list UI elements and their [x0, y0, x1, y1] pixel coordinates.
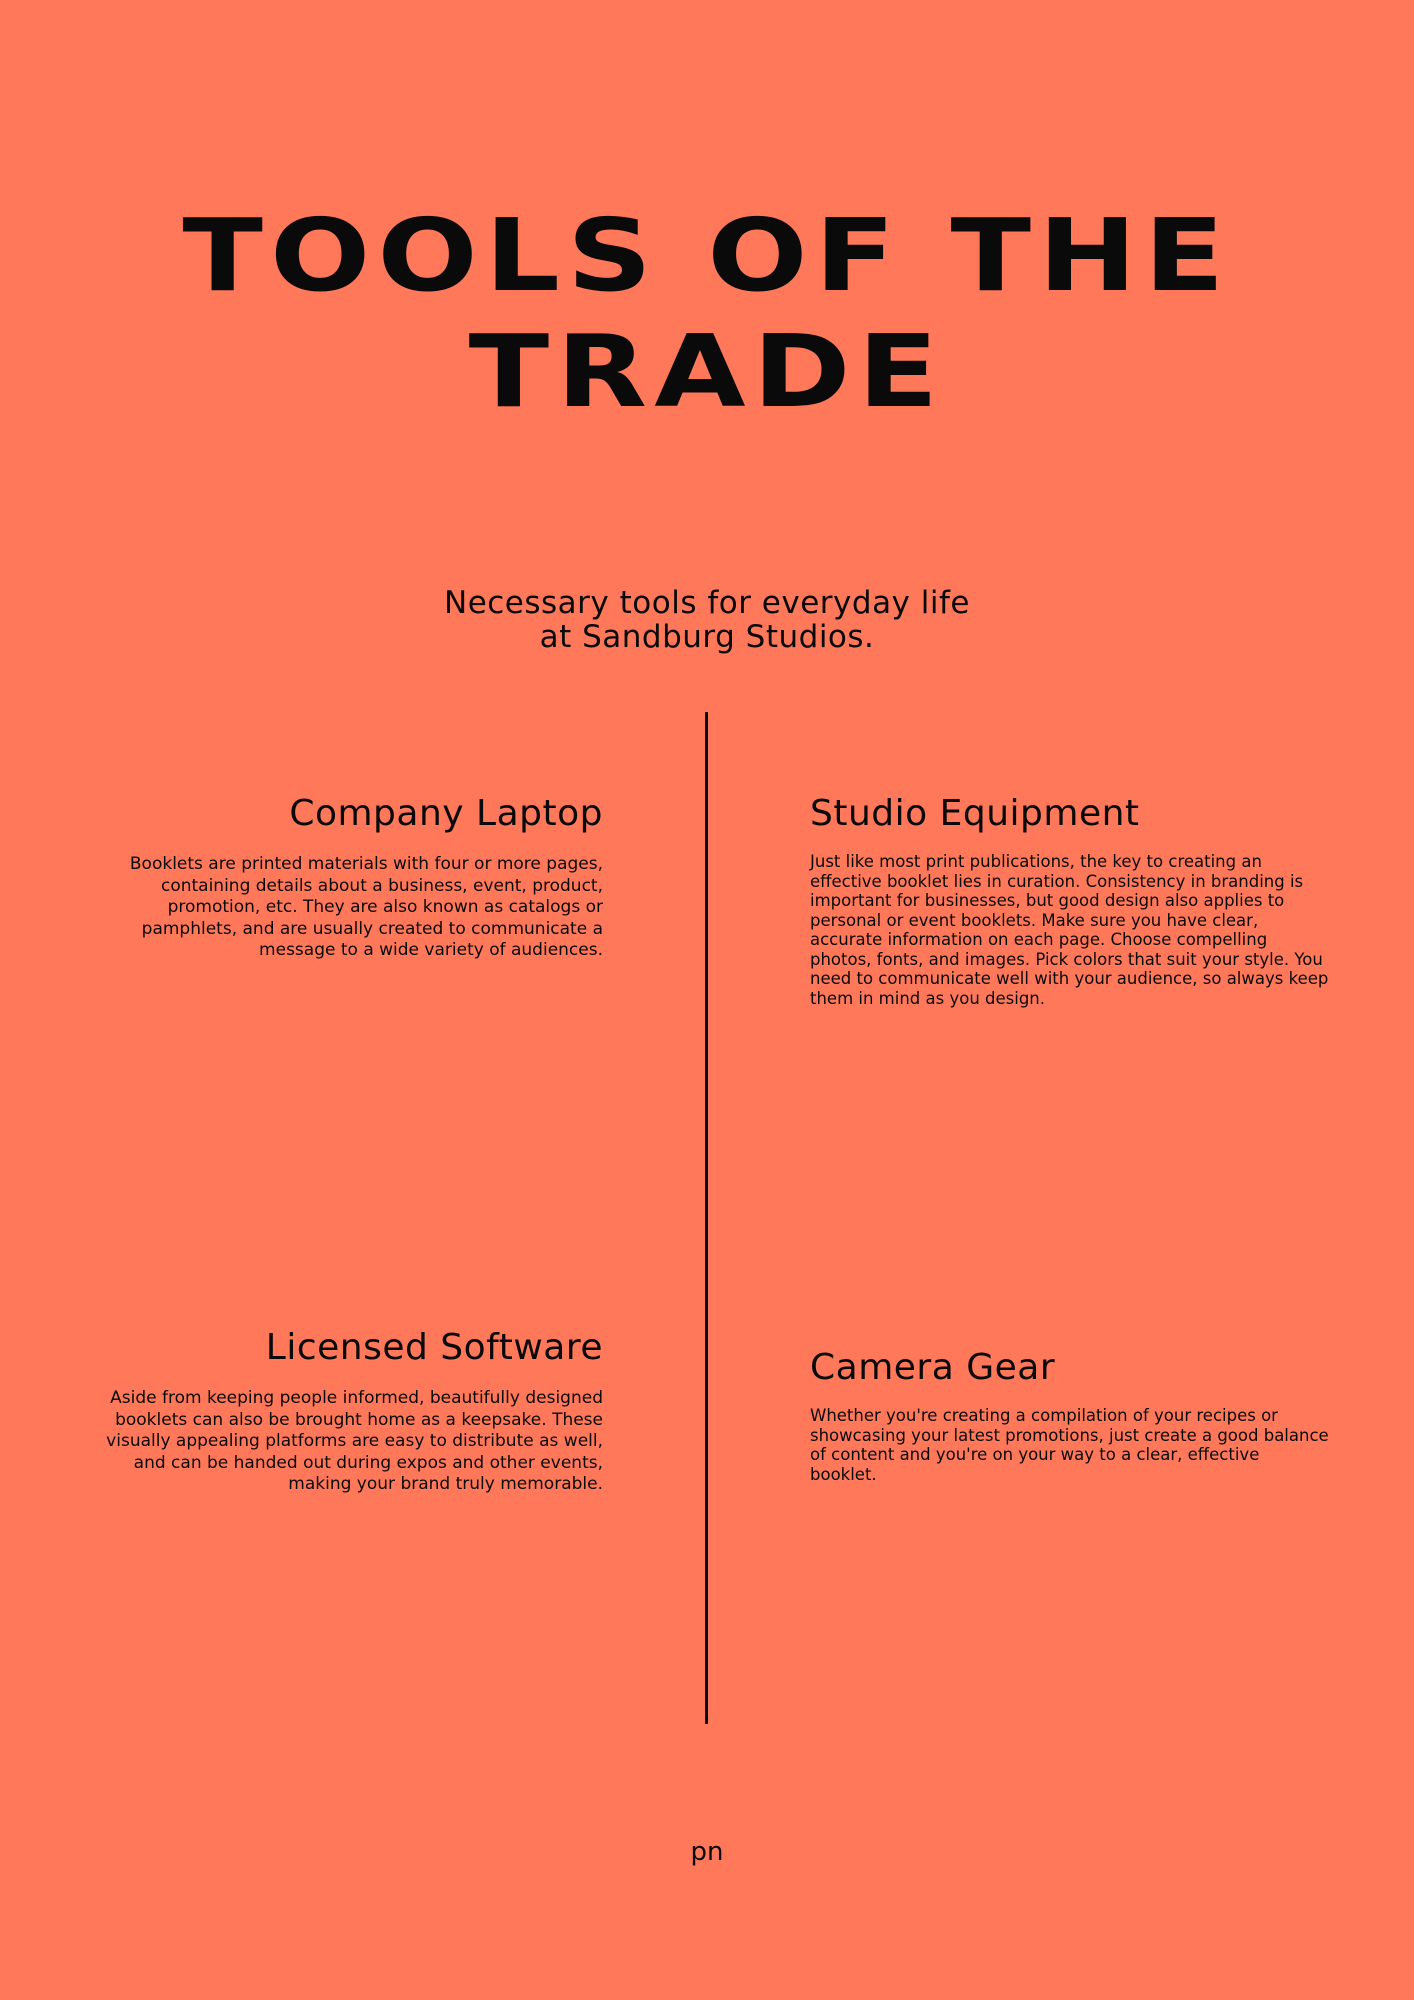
section-heading: Company Laptop — [289, 793, 603, 834]
section-camera-gear — [810, 1346, 1330, 1484]
section-studio-equipment — [810, 792, 1330, 1008]
page-number: pn — [690, 1837, 724, 1867]
section-body: Whether you're creating a compilation of your recipes or showcasing your latest promotions, just create a good balance of content and you're on your way to a clear, effective booklet. — [810, 1406, 1329, 1484]
vertical-divider — [705, 712, 708, 1724]
section-heading: Studio Equipment — [810, 793, 1140, 834]
page-title — [0, 198, 1414, 430]
section-heading: Licensed Software — [265, 1327, 603, 1368]
section-body: Aside from keeping people informed, beautifully designed booklets can also be brought home as a keepsake. These visually appealing platforms are easy to distribute as well, and can be handed out during expos and other events, making your brand truly memorable. — [106, 1388, 603, 1494]
title-line-2: TRADE — [468, 313, 946, 430]
section-heading: Camera Gear — [810, 1347, 1056, 1388]
section-licensed-software — [83, 1326, 603, 1496]
title-line-1: TOOLS OF THE — [182, 197, 1232, 314]
section-body: Just like most print publications, the key to creating an effective booklet lies in curation. Consistency in branding is important for businesses, but good design also applies to personal or event booklets. Make sure you have clear, accurate information on each page. Choose compelling photos, fonts, and images. Pick colors that suit your style. You need to communicate well with your audience, so always keep them in mind as you design. — [810, 852, 1329, 1008]
section-company-laptop — [83, 792, 603, 962]
section-body: Booklets are printed materials with four or more pages, containing details about a business, event, product, promotion, etc. They are also known as catalogs or pamphlets, and are usually created to communicate a message to a wide variety of audiences. — [129, 854, 603, 960]
subtitle-line-1: Necessary tools for everyday life — [444, 585, 970, 621]
page-subtitle — [0, 586, 1414, 654]
subtitle-line-2: at Sandburg Studios. — [539, 619, 875, 655]
